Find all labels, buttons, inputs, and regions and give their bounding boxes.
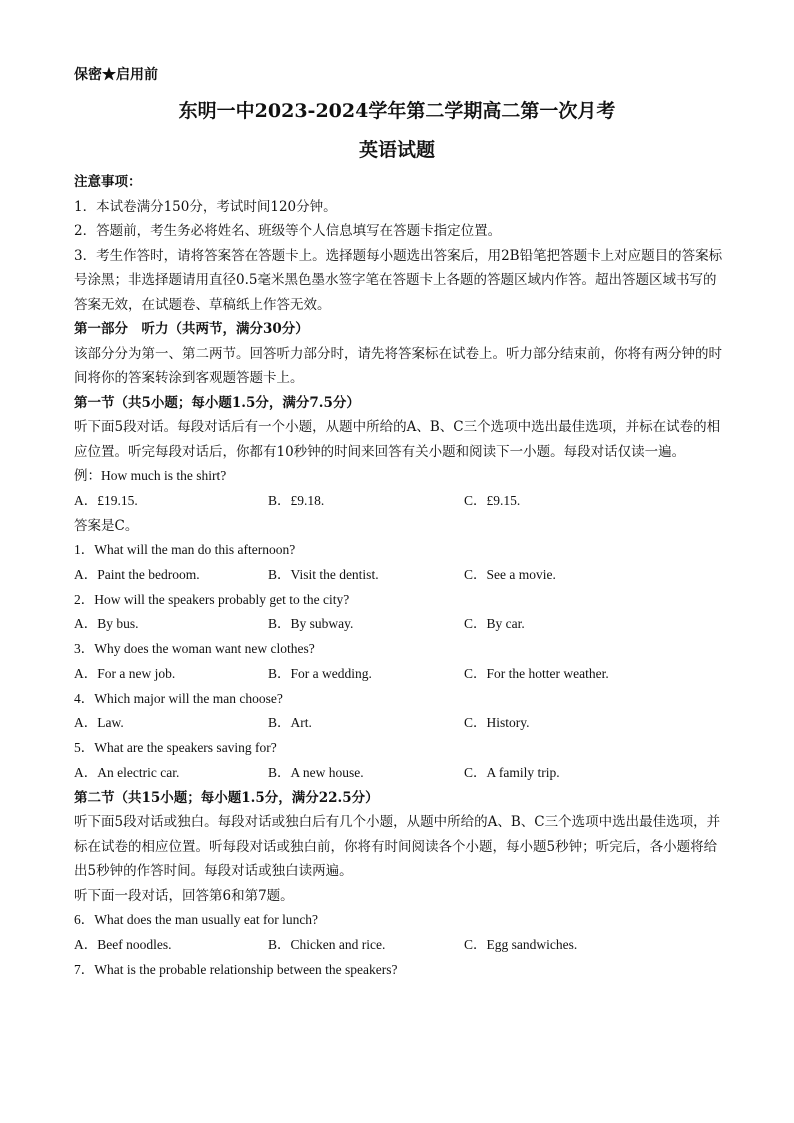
option-c: C．See a movie. [464,566,556,582]
question-6: 6．What does the man usually eat for lunch? [74,912,319,927]
section2-instructions: 听下面5段对话或独白。每段对话或独白后有几个小题，从题中所给的A、B、C三个选项中选出最佳选项，并标在试卷的相应位置。听每段对话或独白前，你将有时间阅读各个小题，每小题5秒钟；听完后，各小题将给出5秒钟的作答时间。每段对话或独白读两遍。 [74,814,721,879]
option-c: C．By car. [464,616,525,631]
option-a: A．For a new job. [74,665,176,681]
section1-instructions: 听下面5段对话。每段对话后有一个小题，从题中所给的A、B、C三个选项中选出最佳选项，并标在试卷的相应位置。听完每段对话后，你都有10秒钟的时间来回答有关小题和阅读下一小题。每段对话仅读一遍。 [74,419,721,460]
exam-subject: 英语试题 [358,139,435,161]
section1-heading: 第一节（共5小题；每小题1.5分，满分7.5分） [74,394,360,411]
part1-heading: 第一部分 听力（共两节，满分30分） [74,321,309,337]
section2-heading: 第二节（共15小题；每小题1.5分，满分22.5分） [74,789,379,806]
option-a: A．By bus. [74,616,139,631]
notes-heading: 注意事项： [74,174,142,190]
question-3: 3．Why does the woman want new clothes? [74,641,315,656]
option-c: C．£9.15. [464,492,521,508]
question-2: 2．How will the speakers probably get to the city? [74,591,350,607]
confidential-label: 保密★启用前 [74,67,158,83]
note-item: 2．答题前，考生务必将姓名、班级等个人信息填写在答题卡指定位置。 [74,223,502,239]
example-answer: 答案是C。 [74,517,139,534]
question-4: 4．Which major will the man choose? [74,690,283,706]
example-options [74,489,724,514]
option-b: B．By subway. [268,616,354,631]
option-a: A．Law. [74,715,124,730]
option-b: B．Visit the dentist. [268,566,379,582]
option-b: B．Chicken and rice. [268,936,386,952]
question-1-options [74,563,724,588]
option-c: C．Egg sandwiches. [464,936,578,952]
note-item: 1．本试卷满分150分，考试时间120分钟。 [74,198,337,215]
option-b: B．For a wedding. [268,665,372,681]
part1-intro: 该部分分为第一、第二两节。回答听力部分时，请先将答案标在试卷上。听力部分结束前，你将有两分钟的时间将你的答案转涂到客观题答题卡上。 [74,345,722,386]
section2-lead: 听下面一段对话，回答第6和第7题。 [74,887,294,904]
option-a: A．Paint the bedroom. [74,566,200,582]
exam-content [74,170,724,982]
question-4-options [74,711,724,736]
question-5: 5．What are the speakers saving for? [74,740,277,755]
question-7: 7．What is the probable relationship between the speakers? [74,961,398,977]
option-a: A．£19.15. [74,492,138,508]
option-b: B．Art. [268,715,312,730]
option-a: A．An electric car. [74,764,180,780]
option-b: B．A new house. [268,764,364,780]
option-c: C．For the hotter weather. [464,665,609,681]
question-6-options [74,933,724,958]
question-2-options [74,612,724,637]
example-question: 例：How much is the shirt? [74,468,227,483]
option-c: C．History. [464,715,530,730]
question-1: 1．What will the man do this afternoon? [74,542,296,557]
option-b: B．£9.18. [268,492,325,508]
option-c: C．A family trip. [464,764,560,780]
question-3-options [74,662,724,687]
question-5-options [74,761,724,786]
exam-title: 东明一中2023-2024学年第二学期高二第一次月考 [178,100,616,122]
note-item: 3．考生作答时，请将答案答在答题卡上。选择题每小题选出答案后，用2B铅笔把答题卡上对应题目的答案标号涂黑；非选择题请用直径0.5毫米黑色墨水签字笔在答题卡上各题的答题区域内作答。超出答题区域书写的答案无效，在试题卷、草稿纸上作答无效。 [74,247,723,313]
option-a: A．Beef noodles. [74,936,172,952]
